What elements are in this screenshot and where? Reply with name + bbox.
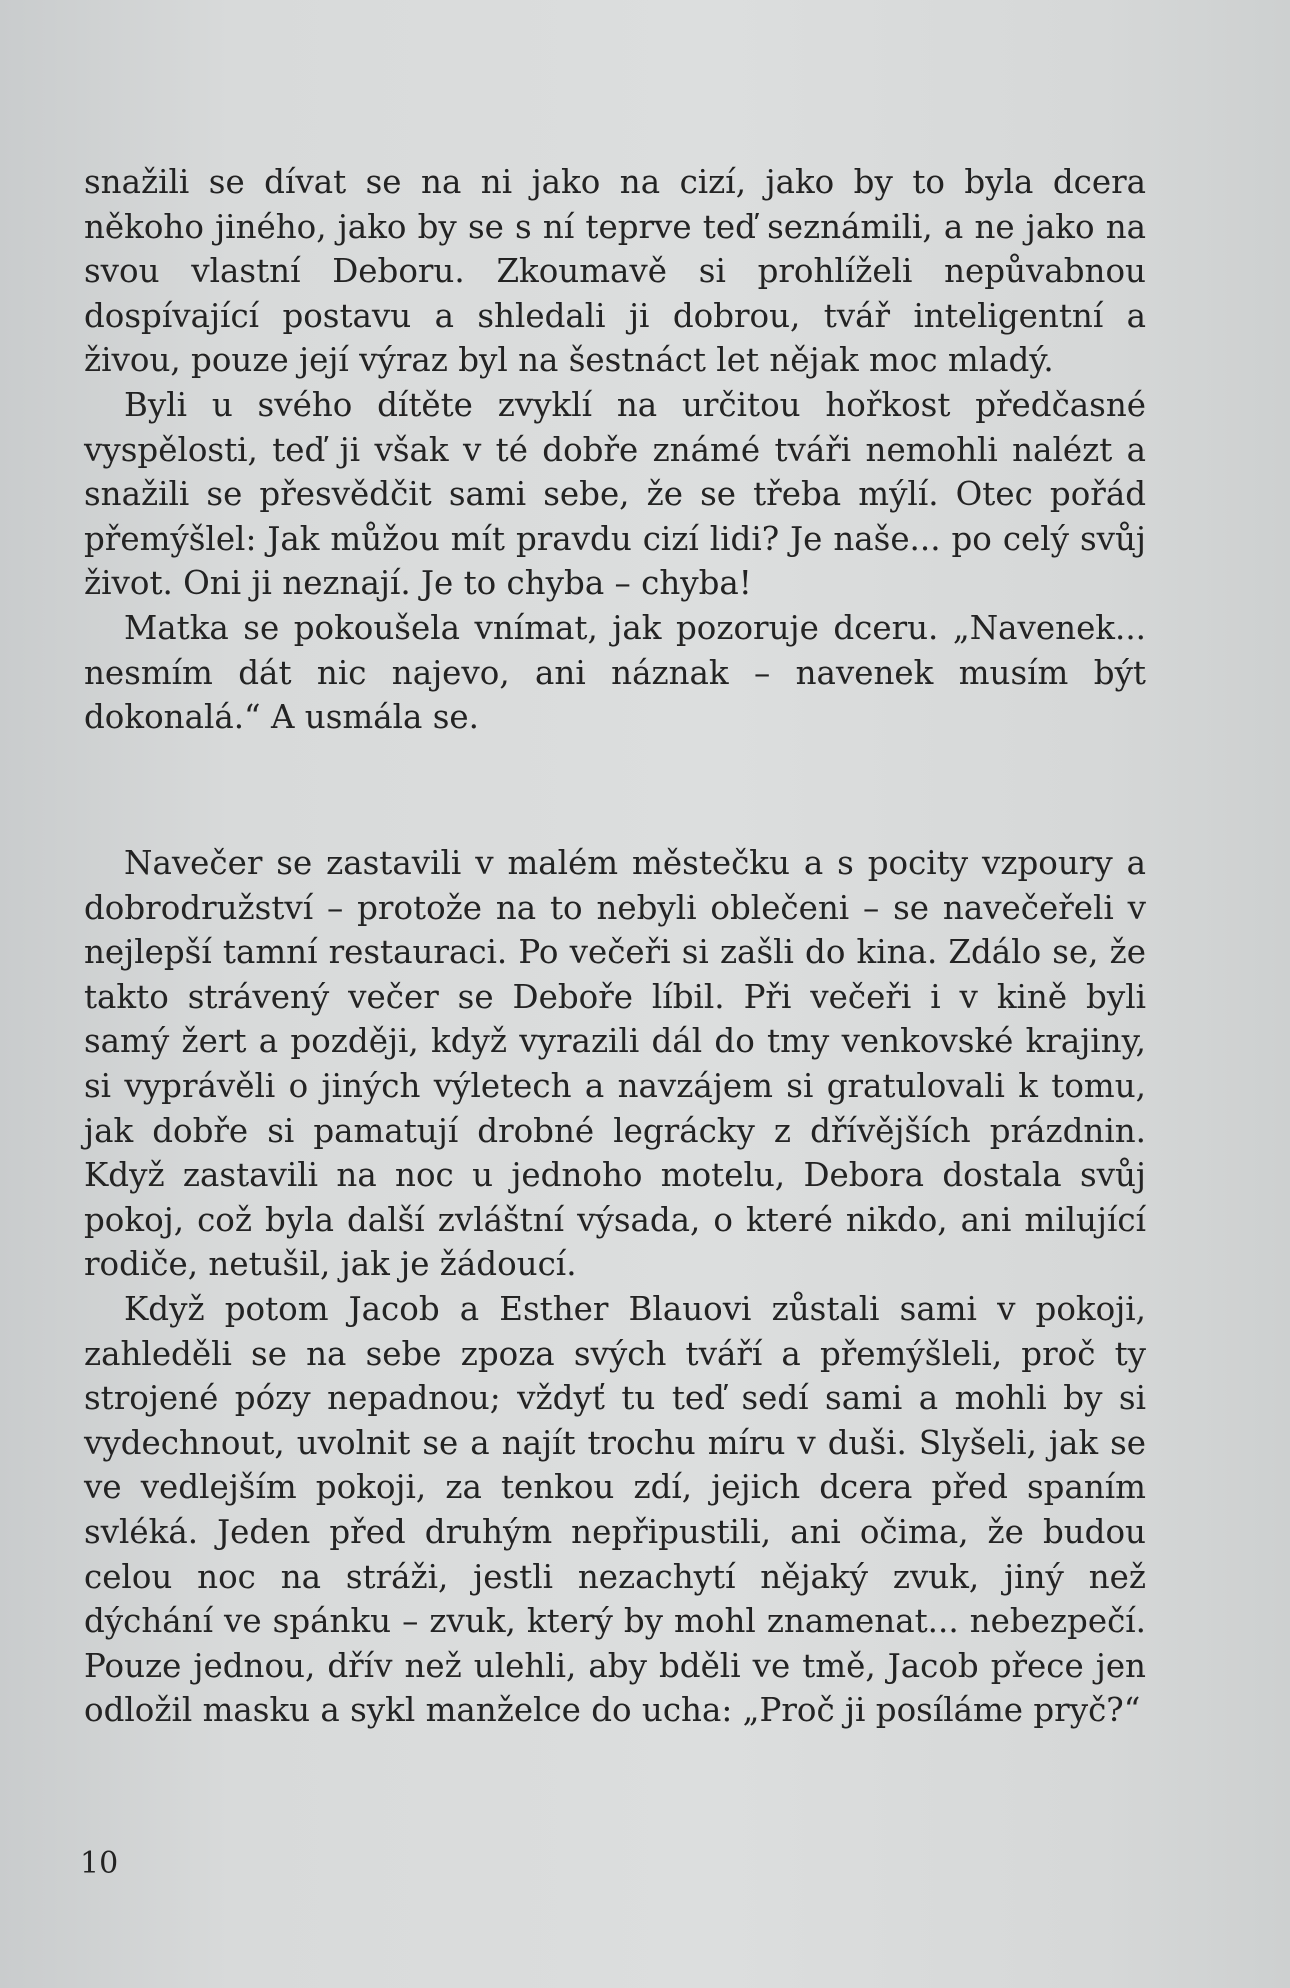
text-section-bottom [84, 841, 1146, 1733]
paragraph: Když potom Jacob a Esther Blauovi zůstali sami v pokoji, zahleděli se na sebe zpoza svých tváří a přemýšleli, proč ty strojené pózy nepadnou; vždyť tu teď sedí sami a mohli by si vydechnout, uvolnit se a najít trochu míru v duši. Slyšeli, jak se ve vedlejším pokoji, za tenkou zdí, jejich dcera před spaním svléká. Jeden před druhým nepřipustili, ani očima, že budou celou noc na stráži, jestli nezachytí nějaký zvuk, jiný než dýchání ve spánku – zvuk, který by mohl znamenat... nebezpečí. Pouze jednou, dřív než ulehli, aby bděli ve tmě, Jacob přece jen odložil masku a sykl manželce do ucha: „Proč ji posíláme pryč?“ [84, 1289, 1146, 1730]
paragraph: Matka se pokoušela vnímat, jak pozoruje dceru. „Navenek... nesmím dát nic najevo, ani náznak – navenek musím být dokonalá.“ A usmála se. [84, 608, 1146, 737]
paragraph: Navečer se zastavili v malém městečku a s pocity vzpoury a dobrodružství – protože na to nebyli oblečeni – se navečeřeli v nejlepší tamní restauraci. Po večeři si zašli do kina. Zdálo se, že takto strávený večer se Deboře líbil. Při večeři i v kině byli samý žert a později, když vyrazili dál do tmy venkovské krajiny, si vyprávěli o jiných výletech a navzájem si gratulovali k tomu, jak dobře si pamatují drobné legrácky z dřívějších prázdnin. Když zastavili na noc u jednoho motelu, Debora dostala svůj pokoj, což byla další zvláštní výsada, o které nikdo, ani milující rodiče, netušil, jak je žádoucí. [84, 844, 1146, 1284]
paragraph: Byli u svého dítěte zvyklí na určitou hořkost předčasné vyspělosti, teď ji však v té dobře známé tváři nemohli nalézt a snažili se přesvědčit sami sebe, že se třeba mýlí. Otec pořád přemýšlel: Jak můžou mít pravdu cizí lidi? Je naše... po celý svůj život. Oni ji neznají. Je to chyba – chyba! [84, 385, 1146, 603]
text-section-top [84, 160, 1146, 740]
paragraph: snažili se dívat se na ni jako na cizí, jako by to byla dcera někoho jiného, jako by se s ní teprve teď seznámili, a ne jako na svou vlastní Deboru. Zkoumavě si prohlíželi nepůvabnou dospívající postavu a shledali ji dobrou, tvář inteligentní a živou, pouze její výraz byl na šestnáct let nějak moc mladý. [84, 163, 1146, 380]
page-number: 10 [80, 1846, 119, 1881]
